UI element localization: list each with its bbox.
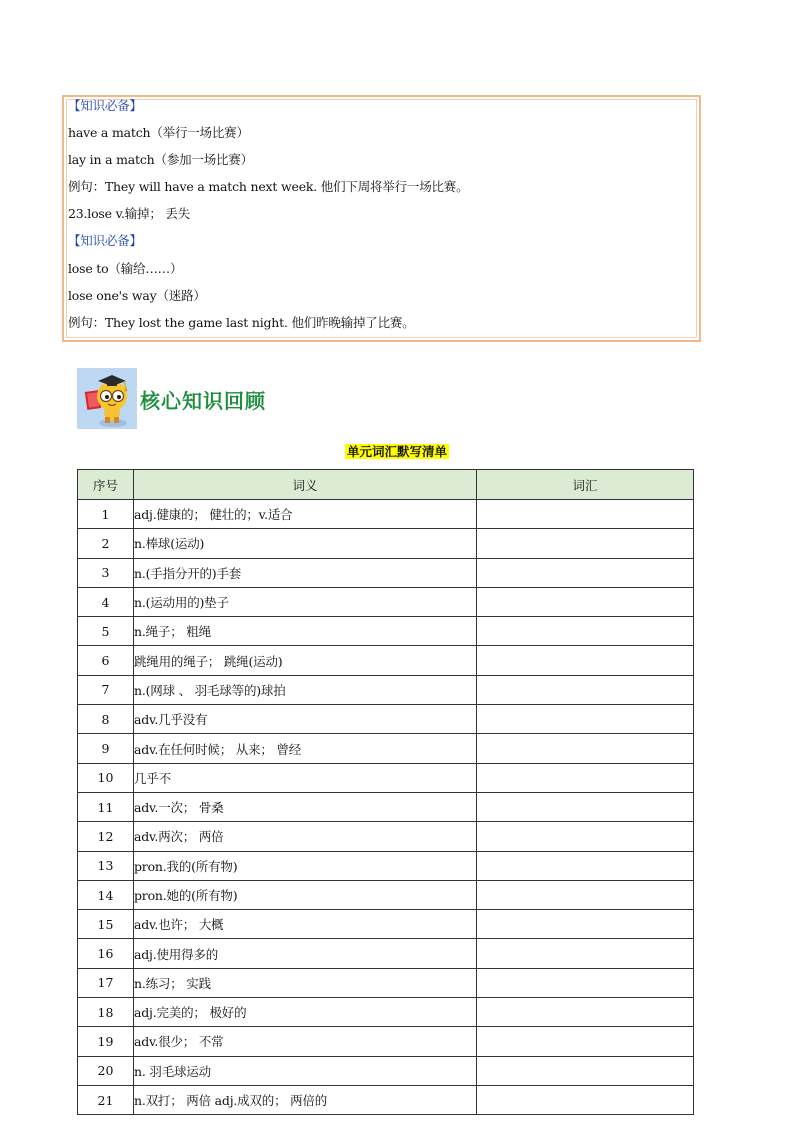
row-meaning: adv.一次； 骨桑: [134, 792, 477, 821]
row-meaning: adv.几乎没有: [134, 705, 477, 734]
row-number: 20: [78, 1056, 134, 1085]
row-meaning: n.双打； 两倍 adj.成双的； 两倍的: [134, 1085, 477, 1114]
row-meaning: adv.两次； 两倍: [134, 822, 477, 851]
table-row: [78, 558, 694, 587]
row-number: 12: [78, 822, 134, 851]
row-word-blank[interactable]: [477, 763, 694, 792]
header-number: 序号: [78, 470, 134, 500]
section-title: 核心知识回顾: [140, 389, 266, 413]
row-number: 4: [78, 587, 134, 616]
vocab-table: [77, 469, 694, 1115]
table-row: [78, 705, 694, 734]
row-word-blank[interactable]: [477, 529, 694, 558]
row-meaning: n.(运动用的)垫子: [134, 587, 477, 616]
row-word-blank[interactable]: [477, 1027, 694, 1056]
row-meaning: adj.健康的； 健壮的；v.适合: [134, 500, 477, 529]
row-meaning: n.(手指分开的)手套: [134, 558, 477, 587]
row-number: 19: [78, 1027, 134, 1056]
table-row: [78, 675, 694, 704]
row-number: 7: [78, 675, 134, 704]
row-word-blank[interactable]: [477, 910, 694, 939]
row-number: 21: [78, 1085, 134, 1114]
table-row: [78, 734, 694, 763]
row-meaning: n.练习； 实践: [134, 968, 477, 997]
knowledge-heading: 【知识必备】: [68, 233, 142, 248]
row-number: 6: [78, 646, 134, 675]
knowledge-line: lose to（输给……）: [68, 261, 183, 276]
knowledge-line: have a match（举行一场比赛）: [68, 125, 249, 140]
row-word-blank[interactable]: [477, 587, 694, 616]
table-caption-text: 单元词汇默写清单: [346, 444, 447, 459]
table-row: [78, 968, 694, 997]
example-sentence: 例句：They will have a match next week. 他们下周将举行一场比赛。: [68, 179, 469, 194]
row-meaning: pron.我的(所有物): [134, 851, 477, 880]
row-number: 18: [78, 998, 134, 1027]
row-word-blank[interactable]: [477, 1085, 694, 1114]
row-number: 5: [78, 617, 134, 646]
row-meaning: n.绳子； 粗绳: [134, 617, 477, 646]
example-sentence: 例句：They lost the game last night. 他们昨晚输掉了比赛。: [68, 315, 415, 330]
row-word-blank[interactable]: [477, 880, 694, 909]
table-row: [78, 939, 694, 968]
row-number: 14: [78, 880, 134, 909]
row-number: 9: [78, 734, 134, 763]
knowledge-line: lay in a match（参加一场比赛）: [68, 152, 253, 167]
mascot-scholar-icon: [77, 368, 137, 429]
row-number: 1: [78, 500, 134, 529]
header-word: 词汇: [477, 470, 694, 500]
row-number: 13: [78, 851, 134, 880]
table-caption: [0, 442, 794, 460]
row-meaning: pron.她的(所有物): [134, 880, 477, 909]
table-row: [78, 851, 694, 880]
mascot-illustration: [78, 369, 136, 428]
table-row: [78, 617, 694, 646]
knowledge-line: lose one's way（迷路）: [68, 288, 206, 303]
table-header-row: [78, 470, 694, 500]
row-number: 17: [78, 968, 134, 997]
row-word-blank[interactable]: [477, 792, 694, 821]
table-row: [78, 587, 694, 616]
row-word-blank[interactable]: [477, 968, 694, 997]
row-number: 2: [78, 529, 134, 558]
table-row: [78, 1027, 694, 1056]
row-meaning: adv.也许； 大概: [134, 910, 477, 939]
row-meaning: adv.很少； 不常: [134, 1027, 477, 1056]
row-meaning: n. 羽毛球运动: [134, 1056, 477, 1085]
row-word-blank[interactable]: [477, 1056, 694, 1085]
row-meaning: 几乎不: [134, 763, 477, 792]
row-word-blank[interactable]: [477, 617, 694, 646]
row-meaning: n.棒球(运动): [134, 529, 477, 558]
row-word-blank[interactable]: [477, 851, 694, 880]
table-row: [78, 646, 694, 675]
knowledge-heading: 【知识必备】: [68, 98, 142, 113]
table-row: [78, 763, 694, 792]
row-number: 15: [78, 910, 134, 939]
row-number: 8: [78, 705, 134, 734]
row-word-blank[interactable]: [477, 675, 694, 704]
table-row: [78, 822, 694, 851]
header-meaning: 词义: [134, 470, 477, 500]
row-word-blank[interactable]: [477, 558, 694, 587]
row-number: 10: [78, 763, 134, 792]
table-row: [78, 500, 694, 529]
row-number: 3: [78, 558, 134, 587]
table-row: [78, 998, 694, 1027]
table-row: [78, 1085, 694, 1114]
row-word-blank[interactable]: [477, 646, 694, 675]
row-meaning: 跳绳用的绳子； 跳绳(运动): [134, 646, 477, 675]
table-row: [78, 529, 694, 558]
table-row: [78, 792, 694, 821]
row-meaning: adj.使用得多的: [134, 939, 477, 968]
table-row: [78, 880, 694, 909]
row-meaning: n.(网球 、 羽毛球等的)球拍: [134, 675, 477, 704]
row-number: 11: [78, 792, 134, 821]
row-word-blank[interactable]: [477, 500, 694, 529]
row-word-blank[interactable]: [477, 822, 694, 851]
row-word-blank[interactable]: [477, 734, 694, 763]
row-meaning: adv.在任何时候； 从来； 曾经: [134, 734, 477, 763]
vocab-entry: 23.lose v.输掉； 丢失: [68, 206, 191, 221]
table-row: [78, 910, 694, 939]
table-row: [78, 1056, 694, 1085]
row-word-blank[interactable]: [477, 998, 694, 1027]
row-number: 16: [78, 939, 134, 968]
row-word-blank[interactable]: [477, 705, 694, 734]
row-word-blank[interactable]: [477, 939, 694, 968]
row-meaning: adj.完美的； 极好的: [134, 998, 477, 1027]
